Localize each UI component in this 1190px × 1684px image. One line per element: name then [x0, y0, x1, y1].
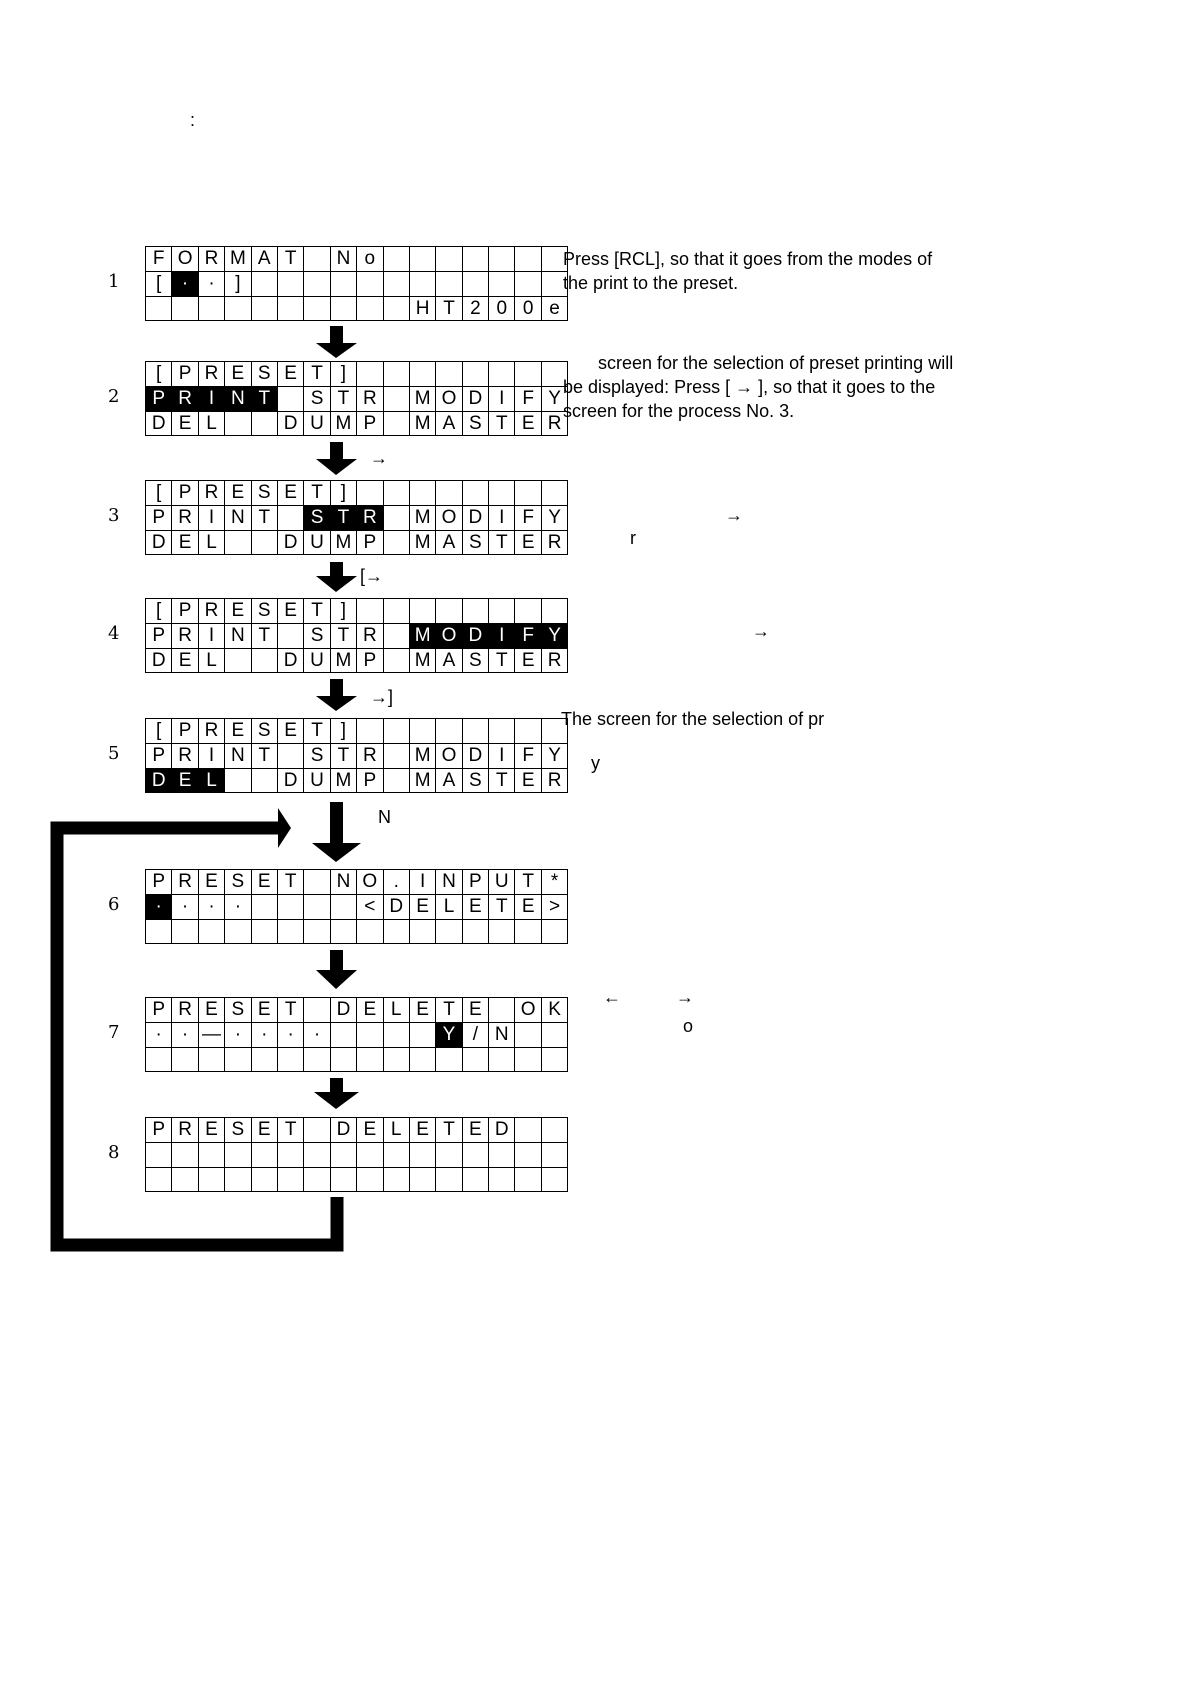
lcd-cell: P: [357, 530, 383, 555]
arrow-label-bracket-right: [→: [360, 566, 384, 586]
lcd-cell: T: [304, 599, 330, 624]
step-number: 6: [108, 894, 120, 915]
step5-description: The screen for the selection of pr: [561, 709, 825, 729]
lcd-cell: E: [515, 530, 541, 555]
lcd-cell: R: [198, 362, 224, 387]
page-header: :: [190, 110, 196, 130]
arrow-label-right: →: [370, 448, 388, 468]
lcd-cell: ·: [172, 894, 198, 919]
lcd-cell: ·: [277, 1022, 303, 1047]
lcd-cell: D: [462, 623, 488, 648]
lcd-cell: E: [515, 768, 541, 793]
lcd-cell: S: [251, 719, 277, 744]
step7-arrows-note: ← →: [603, 987, 695, 1007]
lcd-cell: E: [409, 998, 435, 1023]
lcd-cell: I: [198, 386, 224, 411]
lcd-cell: R: [172, 1118, 198, 1143]
lcd-cell: ·: [172, 1022, 198, 1047]
lcd-cell: E: [225, 599, 251, 624]
step5-note: y: [591, 753, 600, 773]
lcd-cell: ·: [198, 894, 224, 919]
lcd-cell: P: [146, 386, 172, 411]
lcd-cell: F: [515, 623, 541, 648]
lcd-cell: S: [251, 362, 277, 387]
lcd-cell: E: [515, 648, 541, 673]
lcd-cell: O: [436, 386, 462, 411]
step2-description: screen for the selection of preset printing will be displayed: Press [ → ], so that it goes to the screen for the process No. 3.: [563, 353, 954, 421]
lcd-cell: P: [146, 998, 172, 1023]
lcd-cell: M: [409, 505, 435, 530]
lcd-cell: S: [462, 768, 488, 793]
lcd-cell: M: [409, 386, 435, 411]
lcd-cell: O: [172, 247, 198, 272]
lcd-cell: T: [330, 505, 356, 530]
down-arrow-7-8-icon: [314, 1078, 359, 1109]
lcd-cell: R: [198, 599, 224, 624]
lcd-cell: F: [146, 247, 172, 272]
lcd-cell: N: [225, 505, 251, 530]
lcd-cell: [: [146, 719, 172, 744]
lcd-cell: L: [383, 1118, 409, 1143]
lcd-cell: O: [436, 743, 462, 768]
down-arrow-3-4-icon: [316, 562, 357, 592]
step-number: 3: [108, 505, 120, 526]
lcd-cell: S: [251, 599, 277, 624]
lcd-cell: D: [462, 386, 488, 411]
lcd-cell: S: [462, 530, 488, 555]
lcd-cell: I: [198, 505, 224, 530]
lcd-cell: /: [462, 1022, 488, 1047]
step-number: 8: [108, 1142, 120, 1163]
lcd-cell: O: [357, 870, 383, 895]
lcd-cell: Y: [541, 505, 567, 530]
lcd-cell: A: [436, 648, 462, 673]
lcd-cell: E: [462, 894, 488, 919]
step3-arrow-note: →: [725, 505, 743, 525]
step-number: 1: [108, 271, 120, 292]
lcd-cell: L: [198, 648, 224, 673]
lcd-cell: R: [172, 870, 198, 895]
lcd-cell: E: [251, 998, 277, 1023]
down-arrow-5-6-icon: [312, 802, 361, 862]
lcd-cell: e: [541, 296, 567, 321]
lcd-cell: R: [198, 481, 224, 506]
lcd-cell: O: [436, 505, 462, 530]
lcd-cell: N: [330, 870, 356, 895]
lcd-cell: F: [515, 505, 541, 530]
lcd-cell: T: [330, 623, 356, 648]
lcd-cell: I: [409, 870, 435, 895]
lcd-cell: D: [277, 648, 303, 673]
lcd-cell: U: [304, 411, 330, 436]
step3-note: r: [630, 528, 636, 548]
lcd-cell: D: [277, 768, 303, 793]
lcd-cell: P: [172, 362, 198, 387]
step-number: 2: [108, 386, 120, 407]
lcd-cell: 0: [515, 296, 541, 321]
lcd-cell: S: [304, 505, 330, 530]
lcd-cell: E: [409, 894, 435, 919]
lcd-cell: N: [436, 870, 462, 895]
lcd-cell: E: [198, 1118, 224, 1143]
lcd-cell: A: [436, 530, 462, 555]
lcd-cell: D: [462, 743, 488, 768]
lcd-cell: ·: [172, 271, 198, 296]
step4-arrow-note: →: [752, 621, 770, 641]
lcd-cell: P: [357, 768, 383, 793]
lcd-cell: I: [489, 386, 515, 411]
lcd-cell: M: [330, 648, 356, 673]
lcd-cell: ]: [330, 362, 356, 387]
lcd-cell: D: [146, 768, 172, 793]
lcd-cell: A: [436, 411, 462, 436]
lcd-cell: R: [357, 505, 383, 530]
lcd-cell: T: [330, 743, 356, 768]
lcd-cell: I: [198, 623, 224, 648]
lcd-cell: E: [172, 411, 198, 436]
lcd-cell: D: [330, 1118, 356, 1143]
lcd-cell: A: [251, 247, 277, 272]
lcd-cell: R: [541, 530, 567, 555]
lcd-cell: S: [462, 648, 488, 673]
lcd-cell: T: [436, 1118, 462, 1143]
lcd-cell: N: [225, 743, 251, 768]
down-arrow-4-5-icon: [316, 679, 357, 711]
lcd-cell: T: [489, 648, 515, 673]
step-number: 4: [108, 623, 120, 644]
lcd-cell: D: [277, 530, 303, 555]
lcd-cell: R: [198, 719, 224, 744]
lcd-cell: ]: [330, 599, 356, 624]
lcd-cell: E: [515, 894, 541, 919]
lcd-cell: T: [251, 623, 277, 648]
lcd-cell: R: [541, 648, 567, 673]
lcd-cell: P: [357, 648, 383, 673]
lcd-cell: H: [409, 296, 435, 321]
lcd-cell: Y: [541, 743, 567, 768]
lcd-cell: I: [489, 505, 515, 530]
lcd-cell: T: [330, 386, 356, 411]
lcd-cell: I: [489, 623, 515, 648]
lcd-cell: R: [357, 623, 383, 648]
lcd-cell: R: [172, 623, 198, 648]
step1-description: Press [RCL], so that it goes from the modes of the print to the preset.: [563, 249, 933, 293]
lcd-cell: T: [489, 768, 515, 793]
lcd-cell: Y: [541, 386, 567, 411]
arrow-label-right-bracket: →]: [370, 687, 394, 707]
lcd-cell: T: [277, 870, 303, 895]
lcd-cell: P: [172, 599, 198, 624]
lcd-cell: T: [251, 386, 277, 411]
lcd-cell: Y: [436, 1022, 462, 1047]
lcd-cell: P: [462, 870, 488, 895]
loop-back-line: [57, 828, 337, 1245]
lcd-cell: T: [251, 743, 277, 768]
lcd-cell: K: [541, 998, 567, 1023]
lcd-cell: E: [225, 362, 251, 387]
lcd-cell: ]: [330, 719, 356, 744]
lcd-cell: R: [172, 386, 198, 411]
lcd-cell: M: [409, 623, 435, 648]
lcd-cell: E: [277, 362, 303, 387]
lcd-cell: P: [146, 743, 172, 768]
down-arrow-6-7-icon: [316, 950, 357, 989]
lcd-cell: E: [357, 1118, 383, 1143]
lcd-cell: S: [225, 998, 251, 1023]
lcd-cell: F: [515, 743, 541, 768]
lcd-cell: E: [409, 1118, 435, 1143]
lcd-cell: ·: [225, 1022, 251, 1047]
lcd-cell: D: [489, 1118, 515, 1143]
lcd-cell: T: [489, 530, 515, 555]
lcd-cell: E: [277, 481, 303, 506]
lcd-cell: E: [172, 648, 198, 673]
lcd-cell: N: [225, 386, 251, 411]
lcd-cell: [: [146, 271, 172, 296]
lcd-cell: <: [357, 894, 383, 919]
lcd-cell: L: [383, 998, 409, 1023]
lcd-cell: T: [304, 719, 330, 744]
lcd-cell: ·: [198, 271, 224, 296]
lcd-cell: R: [172, 998, 198, 1023]
lcd-cell: S: [304, 743, 330, 768]
lcd-cell: T: [489, 411, 515, 436]
lcd-cell: D: [330, 998, 356, 1023]
lcd-cell: T: [304, 362, 330, 387]
lcd-cell: S: [462, 411, 488, 436]
lcd-cell: S: [304, 386, 330, 411]
lcd-cell: P: [146, 505, 172, 530]
lcd-cell: M: [409, 530, 435, 555]
lcd-cell: U: [304, 768, 330, 793]
lcd-cell: T: [436, 998, 462, 1023]
lcd-cell: M: [409, 743, 435, 768]
lcd-cell: U: [304, 530, 330, 555]
lcd-cell: T: [277, 998, 303, 1023]
lcd-cell: *: [541, 870, 567, 895]
lcd-cell: S: [225, 1118, 251, 1143]
lcd-cell: E: [172, 768, 198, 793]
lcd-cell: E: [515, 411, 541, 436]
lcd-cell: L: [198, 768, 224, 793]
lcd-cell: L: [198, 411, 224, 436]
lcd-cell: E: [225, 481, 251, 506]
lcd-cell: U: [489, 870, 515, 895]
lcd-cell: I: [489, 743, 515, 768]
lcd-cell: M: [409, 411, 435, 436]
lcd-cell: ·: [146, 894, 172, 919]
lcd-cell: E: [198, 870, 224, 895]
lcd-cell: D: [277, 411, 303, 436]
lcd-cell: T: [277, 247, 303, 272]
lcd-cell: I: [198, 743, 224, 768]
lcd-cell: E: [251, 1118, 277, 1143]
lcd-cell: P: [146, 870, 172, 895]
lcd-cell: P: [146, 1118, 172, 1143]
lcd-cell: S: [251, 481, 277, 506]
lcd-cell: P: [146, 623, 172, 648]
lcd-cell: E: [277, 719, 303, 744]
lcd-cell: N: [225, 623, 251, 648]
lcd-cell: P: [172, 481, 198, 506]
lcd-cell: ]: [330, 481, 356, 506]
lcd-cell: D: [146, 648, 172, 673]
lcd-cell: P: [357, 411, 383, 436]
lcd-cell: M: [409, 648, 435, 673]
lcd-cell: P: [172, 719, 198, 744]
lcd-cell: [: [146, 481, 172, 506]
lcd-cell: —: [198, 1022, 224, 1047]
lcd-cell: R: [541, 411, 567, 436]
down-arrow-2-3-icon: [316, 442, 357, 475]
arrow-label-n: N: [378, 807, 391, 827]
lcd-cell: D: [146, 530, 172, 555]
lcd-cell: M: [330, 530, 356, 555]
lcd-cell: N: [330, 247, 356, 272]
lcd-cell: 2: [462, 296, 488, 321]
lcd-cell: N: [489, 1022, 515, 1047]
lcd-cell: T: [304, 481, 330, 506]
lcd-cell: ·: [251, 1022, 277, 1047]
lcd-cell: M: [409, 768, 435, 793]
lcd-cell: M: [225, 247, 251, 272]
lcd-cell: O: [515, 998, 541, 1023]
lcd-cell: >: [541, 894, 567, 919]
lcd-cell: T: [515, 870, 541, 895]
lcd-cell: A: [436, 768, 462, 793]
step-number: 5: [108, 743, 120, 764]
lcd-cell: ·: [146, 1022, 172, 1047]
lcd-cell: E: [462, 998, 488, 1023]
lcd-cell: L: [198, 530, 224, 555]
lcd-cell: E: [198, 998, 224, 1023]
lcd-cell: T: [436, 296, 462, 321]
lcd-cell: S: [304, 623, 330, 648]
lcd-cell: ]: [225, 271, 251, 296]
lcd-cell: T: [489, 894, 515, 919]
lcd-cell: E: [277, 599, 303, 624]
lcd-cell: D: [462, 505, 488, 530]
lcd-cell: L: [436, 894, 462, 919]
lcd-cell: M: [330, 768, 356, 793]
lcd-cell: ·: [225, 894, 251, 919]
lcd-cell: E: [251, 870, 277, 895]
down-arrow-1-2-icon: [316, 326, 357, 358]
lcd-cell: .: [383, 870, 409, 895]
lcd-cell: O: [436, 623, 462, 648]
lcd-cell: R: [198, 247, 224, 272]
lcd-cell: R: [172, 505, 198, 530]
lcd-cell: F: [515, 386, 541, 411]
lcd-cell: 0: [489, 296, 515, 321]
lcd-cell: T: [277, 1118, 303, 1143]
lcd-cell: E: [462, 1118, 488, 1143]
lcd-cell: E: [172, 530, 198, 555]
lcd-cell: T: [251, 505, 277, 530]
step-number: 7: [108, 1022, 120, 1043]
lcd-cell: [: [146, 599, 172, 624]
lcd-cell: S: [225, 870, 251, 895]
lcd-cell: ·: [304, 1022, 330, 1047]
lcd-cell: D: [146, 411, 172, 436]
lcd-cell: o: [357, 247, 383, 272]
lcd-cell: E: [357, 998, 383, 1023]
lcd-cell: D: [383, 894, 409, 919]
lcd-cell: R: [172, 743, 198, 768]
lcd-cell: R: [357, 743, 383, 768]
lcd-cell: U: [304, 648, 330, 673]
lcd-cell: R: [541, 768, 567, 793]
lcd-cell: Y: [541, 623, 567, 648]
lcd-cell: [: [146, 362, 172, 387]
loop-arrow-head-icon: [278, 808, 291, 848]
lcd-cell: E: [225, 719, 251, 744]
step7-note: o: [683, 1016, 694, 1036]
lcd-cell: M: [330, 411, 356, 436]
lcd-cell: R: [357, 386, 383, 411]
